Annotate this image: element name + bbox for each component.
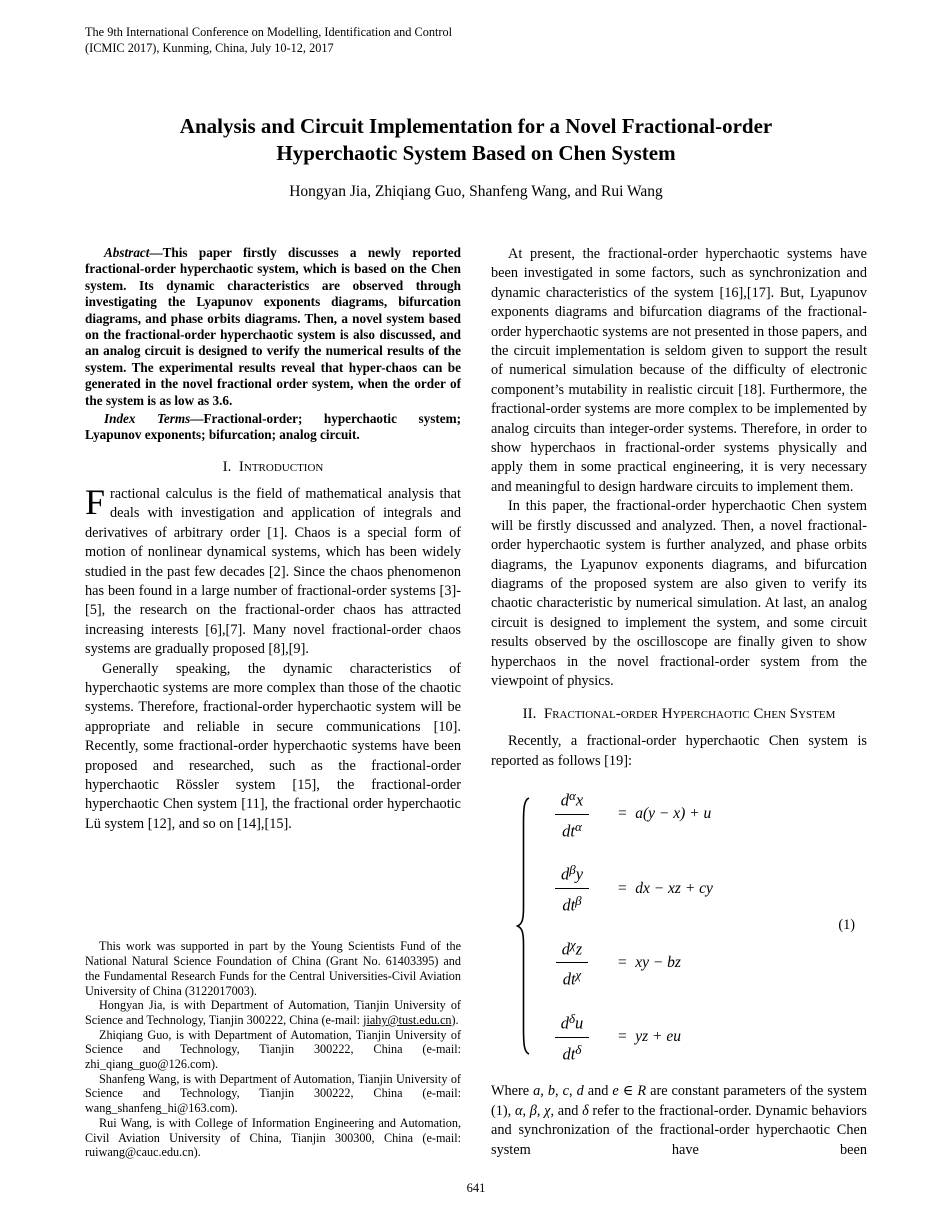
eq2-rhs: = dx − xz + cy — [617, 879, 713, 897]
drop-cap: F — [85, 481, 106, 522]
eq3-fraction — [539, 937, 605, 989]
index-terms-label: Index Terms — [104, 411, 191, 427]
right-paragraph-1: At present, the fractional-order hyperchaotic systems have been investigated in some factors, such as synchronization and dynamic characteristics of the system [16],[17]. But, Lyapunov exponents diagrams and bifurcation diagrams of the fractional-order hyperchaotic systems are not presented in those papers, and the circuit implementation is seldom given to support the result of numerical simulation because of the difficulty of electronic component’s mutability in realistic circuit [18]. Furthermore, the fractional-order systems are more complex to be implemented by analog circuits than integer-order systems. Therefore, in order to show hyperchaos in fractional-order systems physically and apply them in some practical engineering, it is very necessary and meaningful to design hardware circuits to implement them. — [491, 246, 867, 495]
footnote-author-wang-rui: Rui Wang, is with College of Information Engineering and Automation, Civil Aviation University of China, Tianjin 300300, China (e-mail: ruiwang@cauc.edu.cn). — [85, 1115, 461, 1160]
right-paragraph-2: In this paper, the fractional-order hyperchaotic Chen system will be firstly discussed and analyzed. Then, a novel fractional-order hyperchaotic system is further analyzed, and phase orbits diagrams, the Lyapunov exponents diagrams, and bifurcation diagrams of the proposed system are also given to verify its chaotic characteristic by numerical simulation. At last, an analog circuit is designed to implement the system, and some circuit results observed by the oscilloscope are finally given to show hyperchaos in the novel fractional-order system from the viewpoint of physics. — [491, 498, 867, 689]
equation-brace — [515, 777, 531, 1074]
section-heading-chen-system: II. Fractional-order Hyperchaotic Chen System — [522, 706, 836, 723]
eq4-num-sup: δ — [568, 1011, 576, 1026]
page-number: 641 — [466, 1181, 486, 1195]
footnote-jia-close: ). — [451, 1012, 459, 1027]
right-column — [491, 245, 867, 1160]
eq1-rhs: = a(y − x) + u — [617, 805, 712, 823]
footnotes — [85, 939, 461, 1160]
equation-row-1 — [539, 788, 713, 840]
paper-title-line2: Hyperchaotic System Based on Chen System — [276, 141, 676, 165]
eq2-num-base: d — [560, 864, 570, 884]
intro-paragraph-1 — [85, 481, 461, 660]
eq4-den-sup: δ — [575, 1041, 582, 1057]
equation-1 — [515, 777, 867, 1074]
eq4-fraction — [539, 1011, 605, 1063]
eq3-rhs: = xy − bz — [617, 953, 681, 971]
equation-rows — [539, 777, 713, 1074]
eq1-fraction — [539, 788, 605, 840]
index-terms-text: Fractional-order; hyperchaotic system; Lyapunov exponents; bifurcation; analog circuit. — [85, 411, 461, 443]
abstract-dash: — — [149, 245, 163, 260]
eq1-den-base: dt — [562, 821, 575, 841]
section2-intro: Recently, a fractional-order hyperchaotic Chen system is reported as follows [19]: — [491, 733, 867, 769]
eq2-num-var: y — [575, 864, 584, 884]
footnote-funding: This work was supported in part by the Young Scientists Fund of the National Natural Science Foundation of China (Grant No. 61403395) and the Fundamental Research Funds for the Central Universities-Civil Aviation University of China (3122017003). — [85, 939, 461, 998]
equation-row-4 — [539, 1011, 713, 1063]
equation-row-2 — [539, 862, 713, 914]
index-terms — [85, 411, 461, 444]
two-column-body — [85, 245, 867, 1160]
authors: Hongyan Jia, Zhiqiang Guo, Shanfeng Wang, and Rui Wang — [289, 183, 663, 200]
paper-title-line1: Analysis and Circuit Implementation for a Novel Fractional-order — [179, 114, 773, 138]
eq4-den-base: dt — [562, 1044, 576, 1064]
conference-header-line2: (ICMIC 2017), Kunming, China, July 10-12, 2017 — [85, 41, 334, 55]
intro-paragraph-1-text: ractional calculus is the field of mathematical analysis that deals with investigation and application of integrals and derivatives of arbitrary order [1]. Chaos is a special form of motion of nonlinear dynamical systems, which has been widely studied in the past few decades [2]. Since the chaos phenomenon has been found in a large number of fractional-order systems [3]-[5], the research on the fractional-order chaos has attracted increasing interests [6],[7]. Many novel fractional-order chaos systems are gradually proposed [8],[9]. — [85, 485, 461, 658]
eq3-num-sup: χ — [570, 936, 576, 952]
eq4-num-var: u — [575, 1013, 584, 1033]
left-brace-icon — [515, 796, 531, 1056]
footnote-jia-text: Hongyan Jia, is with Department of Automation, Tianjin University of Science and Technology, Tianjin 300222, China (e-mail: — [85, 998, 461, 1027]
section-heading-introduction: I. Introduction — [222, 458, 324, 475]
eq1-den-sup: α — [575, 818, 582, 834]
index-terms-dash: — — [190, 411, 204, 427]
abstract-text: This paper firstly discusses a newly reported fractional-order hyperchaotic system, which is based on the Chen system. Its dynamic characteristics are observed through investigating the Lyapunov exponents diagrams, bifurcation diagrams, and phase orbits diagrams. Then, a novel system based on the fractional-order hyperchaotic system is also discussed, and an analog circuit is designed to verify the numerical results of the system. The experimental results reveal that hyper-chaos can be generated in the novel fractional order system, when the order of the system is as low as 3.6. — [85, 245, 461, 408]
eq2-fraction — [539, 862, 605, 914]
eq3-den-sup: χ — [575, 967, 582, 983]
eq1-num-var: x — [575, 790, 584, 810]
equation-row-3 — [539, 937, 713, 989]
footnote-author-wang-shanfeng: Shanfeng Wang, is with Department of Automation, Tianjin University of Science and Technology, Tianjin 300222, China (e-mail: wang_shanfeng_hi@163.com). — [85, 1071, 461, 1116]
conference-header — [85, 24, 452, 56]
left-column — [85, 245, 461, 1160]
intro-paragraph-2: Generally speaking, the dynamic characteristics of hyperchaotic systems are more complex than those of the chaotic systems. Therefore, fractional-order hyperchaotic system will be appropriate and reliable in secure communications [10]. Recently, some fractional-order hyperchaotic systems have been proposed and researched, such as the fractional-order hyperchaotic Rössler system [15], the fractional-order hyperchaotic Chen system [11], the fractional order hyperchaotic Lü system [12], and so on [14],[15]. — [85, 660, 461, 832]
eq2-den-sup: β — [575, 893, 582, 909]
conference-header-line1: The 9th International Conference on Modelling, Identification and Control — [85, 25, 453, 39]
eq3-num-base: d — [561, 939, 571, 959]
footnote-author-jia — [85, 998, 461, 1027]
email-link-jia[interactable]: jiahy@tust.edu.cn — [363, 1012, 452, 1027]
abstract — [85, 245, 461, 409]
where-paragraph: Where a, b, c, d and e ∈ R are constant parameters of the system (1), α, β, χ, and δ refer to the fractional-order. Dynamic behaviors and synchronization of the fractional-order hyperchaotic Chen system have been — [491, 1083, 868, 1158]
eq2-num-sup: β — [569, 862, 576, 878]
footnote-author-guo: Zhiqiang Guo, is with Department of Automation, Tianjin University of Science and Technology, Tianjin 300222, China (e-mail: zhi_qiang_guo@126.com). — [85, 1027, 461, 1072]
eq1-num-sup: α — [569, 788, 576, 804]
eq2-den-base: dt — [562, 895, 576, 915]
eq4-rhs: = yz + eu — [617, 1028, 681, 1046]
abstract-label: Abstract — [104, 245, 150, 260]
equation-number: (1) — [838, 917, 855, 934]
eq3-den-base: dt — [562, 969, 576, 989]
paper-title — [0, 113, 952, 167]
eq4-num-base: d — [560, 1013, 569, 1033]
eq1-num-base: d — [560, 790, 570, 810]
eq3-num-var: z — [575, 939, 583, 959]
